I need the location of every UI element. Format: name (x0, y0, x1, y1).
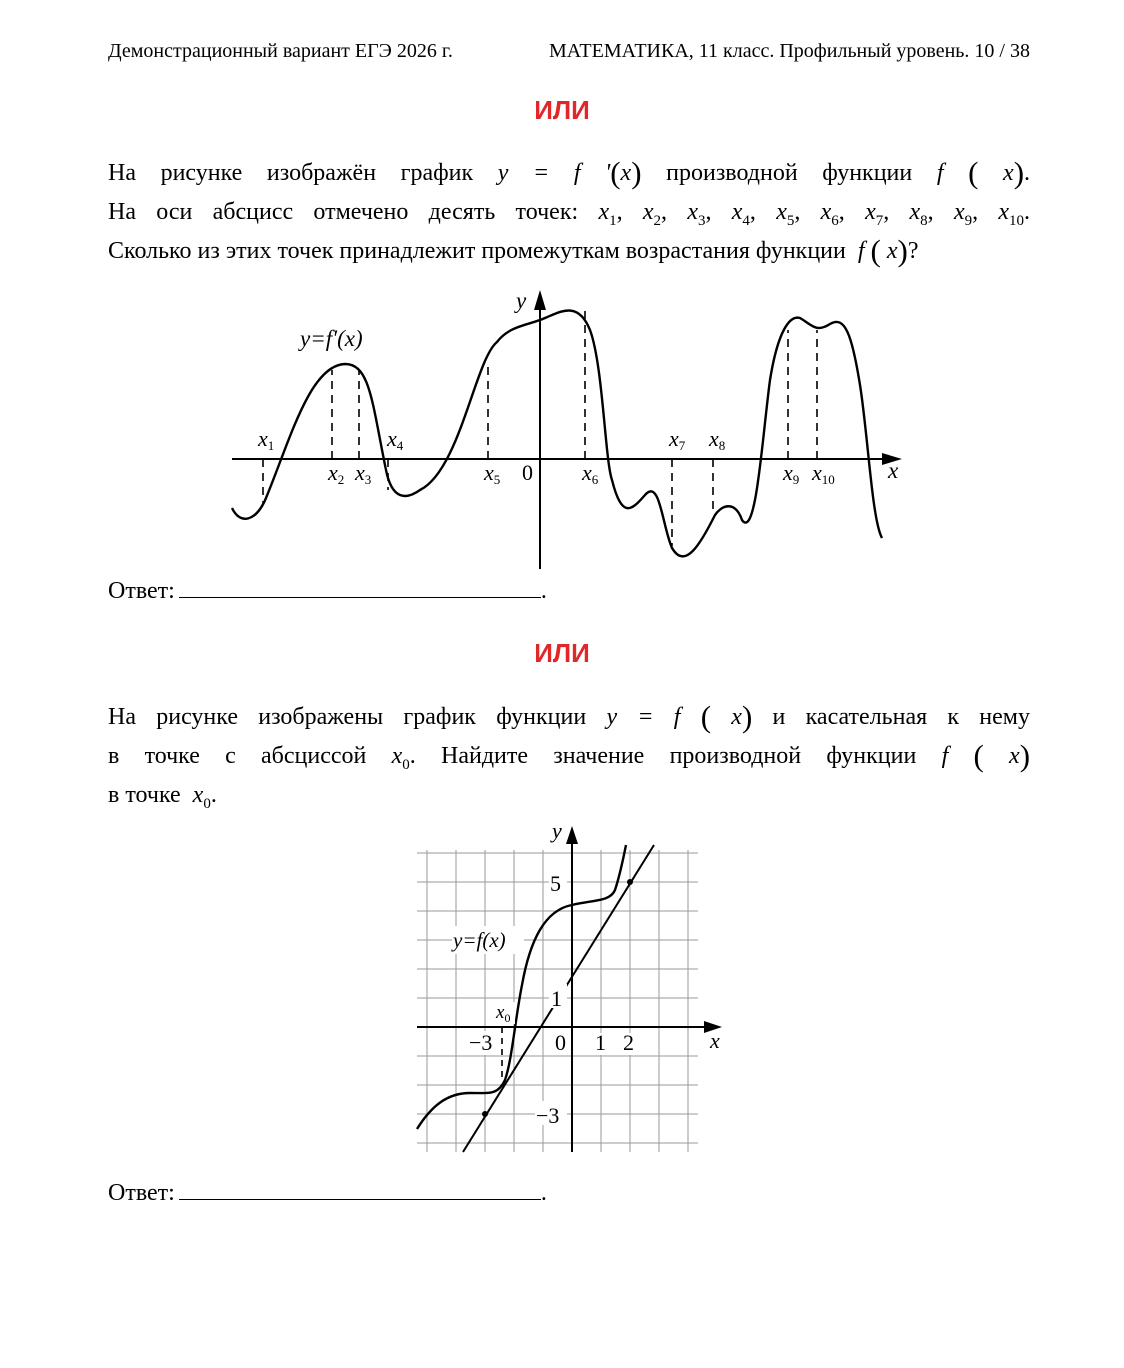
origin-label: 0 (522, 460, 533, 485)
answer-line-2: Ответ: . (108, 1180, 547, 1206)
svg-text:x6: x6 (582, 460, 599, 487)
y-axis-label-2: y (552, 818, 562, 843)
curve-label-fprime: y=f′(x) (300, 326, 363, 351)
y-axis-arrow-2 (566, 826, 578, 844)
task2-line2: в точке с абсциссой $x_0$. Найдите значение производной функции f ( x) (108, 738, 1031, 773)
svg-text:x7: x7 (669, 426, 686, 453)
task1-line2: На оси абсцисс отмечено десять точек: $x_1$, $x_2$, $x_3$, $x_4$, $x_5$, $x_6$, $x_7$, $x_8$, $x_9$, $x_{10}$. (108, 199, 1031, 229)
svg-text:x2: x2 (328, 460, 345, 487)
y-axis-label: y (516, 288, 527, 313)
task1-line1: На рисунке изображён график y = f '(x) производной функции f ( x). (108, 155, 1031, 190)
x-tick-minus3: −3 (469, 1030, 493, 1055)
answer-line-1: Ответ: . (108, 578, 547, 604)
function-curve (417, 845, 626, 1129)
x-tick-1: 1 (595, 1030, 606, 1055)
point-lower (482, 1111, 488, 1117)
svg-text:x4: x4 (387, 426, 404, 453)
y-tick-minus3: −3 (536, 1103, 560, 1128)
origin-label-2: 0 (555, 1030, 566, 1055)
task2-line1: На рисунке изображены график функции y = f ( x) и касательная к нему (108, 699, 1030, 734)
svg-text:x9: x9 (783, 460, 800, 487)
curve-label-f: y=f(x) (453, 928, 506, 952)
answer-blank-2[interactable] (179, 1181, 541, 1200)
formula-y-fprime-x: y = f '(x) (497, 155, 642, 190)
x-axis-label-2: x (710, 1028, 720, 1053)
task2-line3: в точке $x_0$. (108, 782, 217, 812)
task1-line3: Сколько из этих точек принадлежит промежуткам возрастания функции f ( x)? (108, 233, 919, 268)
point-upper (627, 879, 633, 885)
x0-label: $x_0$ (496, 1002, 511, 1025)
svg-text:x3: x3 (355, 460, 372, 487)
svg-text:x1: x1 (258, 426, 275, 453)
svg-text:x10: x10 (812, 460, 835, 487)
separator-or-1: ИЛИ (534, 95, 590, 125)
x-axis-label: x (888, 458, 899, 483)
header-right: МАТЕМАТИКА, 11 класс. Профильный уровень. 10 / 38 (548, 40, 1030, 62)
svg-text:x5: x5 (484, 460, 501, 487)
y-tick-1: 1 (551, 986, 562, 1011)
y-tick-5: 5 (550, 871, 561, 896)
separator-or-2: ИЛИ (534, 638, 590, 668)
x-tick-2: 2 (623, 1030, 634, 1055)
svg-text:x8: x8 (709, 426, 726, 453)
formula-f-x: f ( x) (936, 155, 1025, 190)
header-left: Демонстрационный вариант ЕГЭ 2026 г. (108, 40, 453, 62)
